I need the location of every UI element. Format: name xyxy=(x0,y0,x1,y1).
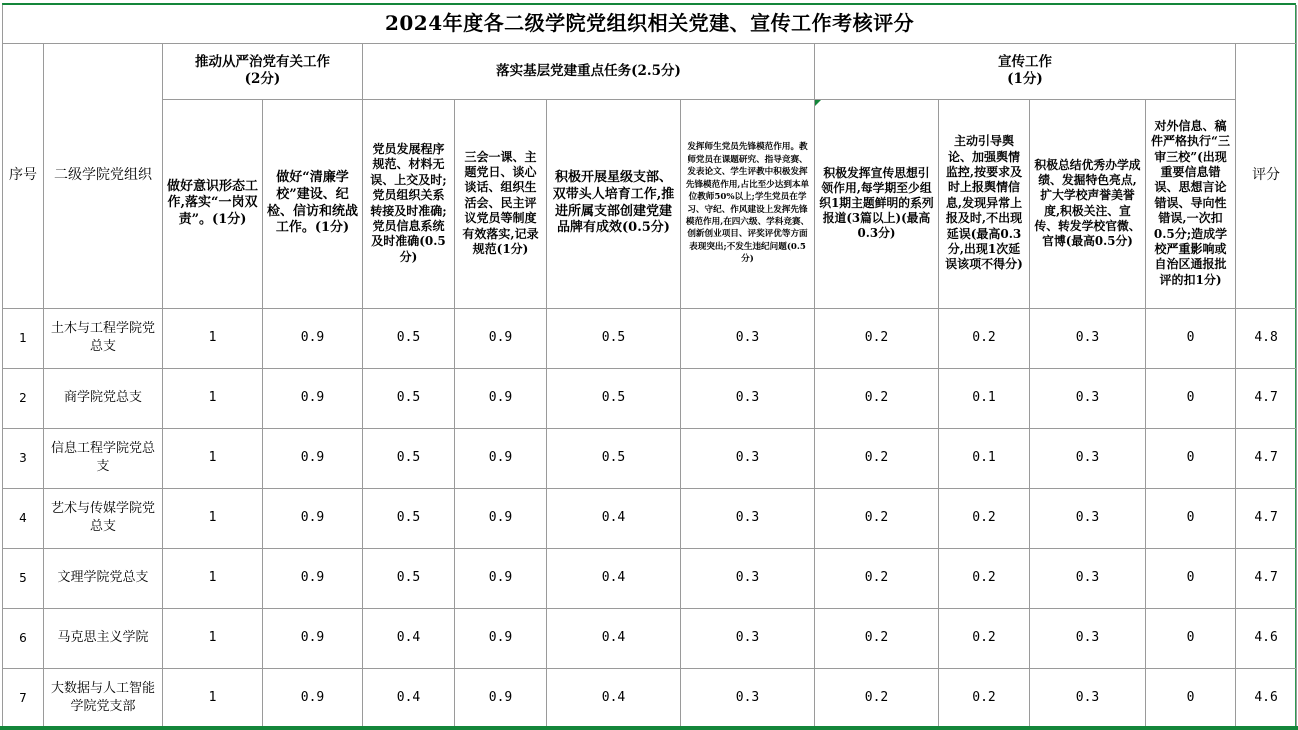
row-index: 3 xyxy=(3,428,44,488)
score-cell: 0.9 xyxy=(455,368,547,428)
score-cell: 0 xyxy=(1146,668,1236,728)
score-cell: 0.3 xyxy=(1030,428,1146,488)
row-index: 7 xyxy=(3,668,44,728)
row-index: 4 xyxy=(3,488,44,548)
table-row xyxy=(3,608,1297,668)
group-label: 宣传工作 xyxy=(998,54,1052,71)
score-cell: 0.3 xyxy=(1030,368,1146,428)
score-cell: 0.3 xyxy=(1030,548,1146,608)
criterion-ideology: 做好意识形态工作,落实“一岗双责”。(1分) xyxy=(163,99,263,308)
group-label: 落实基层党建重点任务(2.5分) xyxy=(496,62,681,79)
row-org-name: 马克思主义学院 xyxy=(44,608,163,668)
score-cell: 0.2 xyxy=(815,608,939,668)
row-index: 2 xyxy=(3,368,44,428)
row-org-name: 大数据与人工智能学院党支部 xyxy=(44,668,163,728)
criterion-model-role: 发挥师生党员先锋模范作用。教师党员在课题研究、指导竞赛、发表论文、学生评教中积极发挥先锋模范作用,占比至少达到本单位教师50%以上;学生党员在学习、守纪、作风建设上发挥先锋模范作用,在四六级、学科竞赛、创新创业项目、评奖评优等方面表现突出;不发生违纪问题(0.5分) xyxy=(681,99,815,308)
header-score: 评分 xyxy=(1236,43,1297,308)
score-cell: 1 xyxy=(163,428,263,488)
score-cell: 0.9 xyxy=(455,608,547,668)
score-cell: 0.3 xyxy=(681,668,815,728)
total-score: 4.7 xyxy=(1236,428,1297,488)
criterion-clean-school: 做好“清廉学校”建设、纪检、信访和统战工作。(1分) xyxy=(263,99,363,308)
score-cell: 0.4 xyxy=(547,668,681,728)
score-cell: 0.2 xyxy=(939,308,1030,368)
score-cell: 0.3 xyxy=(1030,488,1146,548)
group-header-discipline xyxy=(163,43,363,99)
row-org-name: 信息工程学院党总支 xyxy=(44,428,163,488)
score-cell: 0.5 xyxy=(363,488,455,548)
criterion-publicity-guidance: 积极发挥宣传思想引领作用,每学期至少组织1期主题鲜明的系列报道(3篇以上)(最高0.3分) xyxy=(815,99,939,308)
criterion-star-branch: 积极开展星级支部、双带头人培育工作,推进所属支部创建党建品牌有成效(0.5分) xyxy=(547,99,681,308)
score-cell: 0.3 xyxy=(1030,308,1146,368)
score-cell: 0.2 xyxy=(815,548,939,608)
score-cell: 0.1 xyxy=(939,428,1030,488)
score-cell: 0.3 xyxy=(681,488,815,548)
score-cell: 0.9 xyxy=(263,668,363,728)
score-cell: 0.3 xyxy=(681,608,815,668)
table-row xyxy=(3,368,1297,428)
score-cell: 0.9 xyxy=(455,488,547,548)
row-index: 6 xyxy=(3,608,44,668)
group-header-publicity xyxy=(815,43,1236,99)
score-cell: 0.9 xyxy=(455,308,547,368)
row-org-name: 商学院党总支 xyxy=(44,368,163,428)
score-cell: 1 xyxy=(163,668,263,728)
header-index: 序号 xyxy=(3,43,44,308)
cell-comment-marker xyxy=(815,100,821,106)
score-cell: 0.9 xyxy=(263,548,363,608)
score-cell: 0 xyxy=(1146,428,1236,488)
group-header-party-building xyxy=(363,43,815,99)
criterion-member-development: 党员发展程序规范、材料无误、上交及时;党员组织关系转接及时准确;党员信息系统及时准确(0.5分) xyxy=(363,99,455,308)
total-score: 4.6 xyxy=(1236,608,1297,668)
score-cell: 0.9 xyxy=(263,368,363,428)
score-cell: 0.5 xyxy=(547,308,681,368)
criterion-achievements: 积极总结优秀办学成绩、发掘特色亮点,扩大学校声誉美誉度,积极关注、宣传、转发学校官微、官博(最高0.5分) xyxy=(1030,99,1146,308)
score-cell: 0.9 xyxy=(455,548,547,608)
score-cell: 0 xyxy=(1146,608,1236,668)
score-cell: 0 xyxy=(1146,488,1236,548)
score-cell: 0.5 xyxy=(363,428,455,488)
score-cell: 0.4 xyxy=(547,608,681,668)
score-cell: 0.9 xyxy=(263,608,363,668)
assessment-table xyxy=(2,5,1297,729)
score-cell: 0.2 xyxy=(939,548,1030,608)
score-cell: 1 xyxy=(163,368,263,428)
score-cell: 0.9 xyxy=(263,488,363,548)
score-cell: 0.3 xyxy=(681,548,815,608)
score-cell: 0.4 xyxy=(363,608,455,668)
score-cell: 1 xyxy=(163,488,263,548)
score-cell: 0.2 xyxy=(939,488,1030,548)
score-cell: 1 xyxy=(163,308,263,368)
score-cell: 0.2 xyxy=(815,308,939,368)
group-label: 推动从严治党有关工作 xyxy=(195,54,330,71)
score-cell: 0.4 xyxy=(363,668,455,728)
table-row xyxy=(3,488,1297,548)
score-cell: 0.1 xyxy=(939,368,1030,428)
score-cell: 0.9 xyxy=(263,308,363,368)
criterion-public-opinion: 主动引导舆论、加强舆情监控,按要求及时上报舆情信息,发现异常上报及时,不出现延误(最高0.3分,出现1次延误该项不得分) xyxy=(939,99,1030,308)
score-cell: 0.3 xyxy=(681,368,815,428)
group-points: (1分) xyxy=(1007,71,1043,87)
group-points: (2分) xyxy=(244,71,281,87)
score-cell: 0.5 xyxy=(363,548,455,608)
score-cell: 0.2 xyxy=(939,608,1030,668)
row-org-name: 土木与工程学院党总支 xyxy=(44,308,163,368)
score-cell: 0.5 xyxy=(363,308,455,368)
score-cell: 1 xyxy=(163,608,263,668)
score-cell: 0.5 xyxy=(363,368,455,428)
score-cell: 0 xyxy=(1146,368,1236,428)
row-org-name: 艺术与传媒学院党总支 xyxy=(44,488,163,548)
bottom-border xyxy=(0,726,1298,730)
score-cell: 0.4 xyxy=(547,488,681,548)
total-score: 4.7 xyxy=(1236,488,1297,548)
score-cell: 0.3 xyxy=(681,308,815,368)
score-cell: 0.2 xyxy=(939,668,1030,728)
score-cell: 0.2 xyxy=(815,488,939,548)
score-cell: 0.9 xyxy=(263,428,363,488)
total-score: 4.7 xyxy=(1236,368,1297,428)
criterion-three-reviews: 对外信息、稿件严格执行“三审三校”(出现重要信息错误、思想言论错误、导向性错误,一次扣0.5分;造成学校严重影响或自治区通报批评的扣1分) xyxy=(1146,99,1236,308)
score-cell: 0.3 xyxy=(681,428,815,488)
score-cell: 1 xyxy=(163,548,263,608)
score-cell: 0.5 xyxy=(547,428,681,488)
page-title: 2024年度各二级学院党组织相关党建、宣传工作考核评分 xyxy=(3,5,1297,43)
table-row xyxy=(3,548,1297,608)
score-cell: 0.9 xyxy=(455,668,547,728)
score-cell: 0 xyxy=(1146,308,1236,368)
score-cell: 0.3 xyxy=(1030,668,1146,728)
score-cell: 0.9 xyxy=(455,428,547,488)
score-cell: 0.5 xyxy=(547,368,681,428)
total-score: 4.6 xyxy=(1236,668,1297,728)
row-index: 1 xyxy=(3,308,44,368)
score-cell: 0 xyxy=(1146,548,1236,608)
table-row xyxy=(3,428,1297,488)
row-index: 5 xyxy=(3,548,44,608)
total-score: 4.7 xyxy=(1236,548,1297,608)
table-row xyxy=(3,308,1297,368)
score-cell: 0.2 xyxy=(815,428,939,488)
score-cell: 0.2 xyxy=(815,368,939,428)
header-org: 二级学院党组织 xyxy=(44,43,163,308)
score-cell: 0.3 xyxy=(1030,608,1146,668)
score-cell: 0.4 xyxy=(547,548,681,608)
score-cell: 0.2 xyxy=(815,668,939,728)
criterion-meetings: 三会一课、主题党日、谈心谈话、组织生活会、民主评议党员等制度有效落实,记录规范(1分) xyxy=(455,99,547,308)
row-org-name: 文理学院党总支 xyxy=(44,548,163,608)
total-score: 4.8 xyxy=(1236,308,1297,368)
table-row xyxy=(3,668,1297,728)
